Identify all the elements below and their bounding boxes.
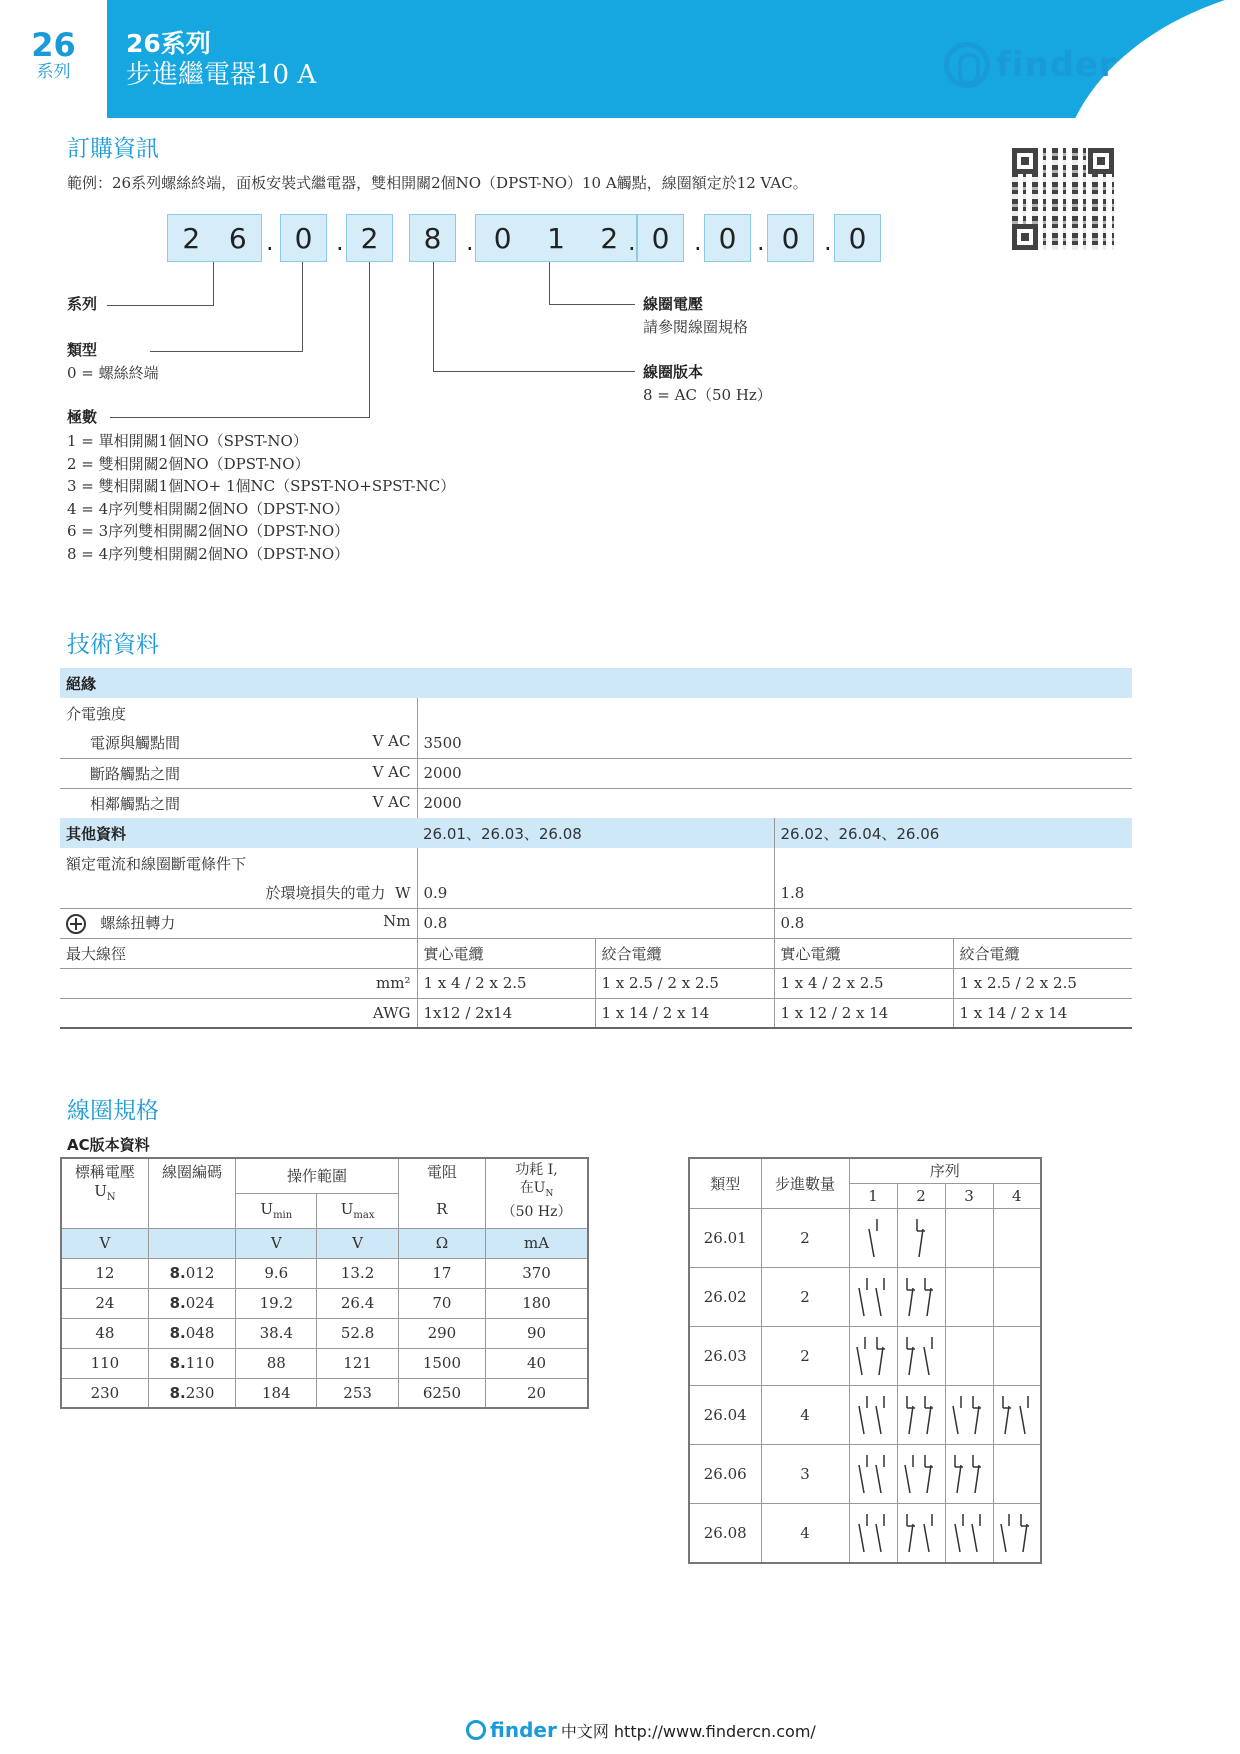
coil-i: 90 (486, 1318, 588, 1348)
seq-steps: 2 (761, 1208, 849, 1267)
poles-item: 3 = 雙相開關1個NO+ 1個NC（SPST-NO+SPST-NC） (67, 477, 456, 495)
seq-row (689, 1267, 1041, 1326)
coil-code: 048 (185, 1324, 215, 1342)
code-box (637, 214, 684, 262)
h-nominal: 標稱電壓 (74, 1163, 135, 1181)
coil-un: 12 (61, 1258, 148, 1288)
coil-code: 110 (185, 1354, 215, 1372)
coil-voltage-value: 請參閱線圈規格 (643, 318, 749, 336)
coil-i: 370 (486, 1258, 588, 1288)
seq-cell (897, 1444, 945, 1503)
seq-type: 26.08 (689, 1503, 761, 1563)
seq-cell (993, 1385, 1041, 1444)
finder-logo-text: finder (996, 45, 1117, 85)
contact-symbol-icon (851, 1386, 895, 1440)
coil-row (61, 1258, 588, 1288)
header-title: 26系列 (126, 29, 211, 58)
coil-unit: Ω (398, 1228, 485, 1258)
seq-cell (849, 1444, 897, 1503)
torque-label: 螺絲扭轉力 (100, 914, 176, 932)
type-value: 0 = 螺絲終端 (67, 364, 159, 382)
tech-table (60, 668, 1132, 1029)
code-dot: . (628, 228, 636, 256)
type-field-label: 類型 (67, 341, 98, 359)
coil-umax: 52.8 (317, 1318, 398, 1348)
seq-col: 4 (993, 1183, 1041, 1208)
h-code: 線圈編碼 (148, 1158, 235, 1228)
code-box (767, 214, 814, 262)
seq-type: 26.02 (689, 1267, 761, 1326)
h-cons: 功耗 I, (515, 1162, 558, 1178)
contact-symbol-icon (947, 1386, 991, 1440)
power-loss-label: 於環境損失的電力 (265, 884, 386, 903)
code-digit: 8 (423, 221, 442, 255)
code-digit: 2 (600, 221, 619, 255)
seq-cell (993, 1326, 1041, 1385)
coil-voltage-label: 線圈電壓 (643, 295, 704, 313)
coil-r: 17 (398, 1258, 485, 1288)
dielectric-row-label: 電源與觸點間 (90, 734, 181, 753)
mm2-value: 1 x 4 / 2 x 2.5 (774, 968, 953, 998)
torque-unit: Nm (383, 912, 411, 930)
code-box (346, 214, 393, 262)
awg-value: 1 x 14 / 2 x 14 (953, 998, 1132, 1028)
rated-current-label: 額定電流和線圈斷電條件下 (66, 854, 247, 873)
seq-row (689, 1503, 1041, 1563)
mm2-value: 1 x 2.5 / 2 x 2.5 (953, 968, 1132, 998)
seq-col: 1 (849, 1183, 897, 1208)
seq-cell (945, 1444, 993, 1503)
seq-row (689, 1326, 1041, 1385)
coil-unit: V (61, 1228, 148, 1258)
coil-code-prefix: 8. (169, 1264, 186, 1282)
coil-code: 024 (185, 1294, 215, 1312)
seq-type: 26.01 (689, 1208, 761, 1267)
coil-umax: 121 (317, 1348, 398, 1378)
coil-umax: 26.4 (317, 1288, 398, 1318)
dielectric-row-value: 2000 (417, 758, 1132, 788)
coil-table: 標稱電壓 $U_N$ 線圈編碼 操作範圍 電阻 R 功耗 I, 在$U_N$ （50 Hz） $U_{min}$ $U_{max}$ V V V Ω mA 12 8.012 9.6 13.2 17 370 24 8.024 19.2 26.4 70 180 48 8.048 38.4 52.8 290 90 110 8.110 88 121 1500 40 230 8.230 184 253 6250 20 (60, 1157, 589, 1409)
coil-umax: 253 (317, 1378, 398, 1408)
coil-umin: 88 (236, 1348, 317, 1378)
insulation-header: 絕緣 (60, 668, 1132, 698)
footer-brand: finder (490, 1718, 557, 1742)
coil-un: 230 (61, 1378, 148, 1408)
wire-label: 最大線徑 (66, 944, 127, 963)
coil-r: 6250 (398, 1378, 485, 1408)
code-box (475, 214, 637, 262)
dielectric-row-value: 2000 (417, 788, 1132, 818)
contact-symbol-icon (899, 1386, 943, 1440)
contact-symbol-icon (899, 1209, 943, 1263)
seq-col: 2 (897, 1183, 945, 1208)
mm2-value: 1 x 4 / 2 x 2.5 (417, 968, 595, 998)
h-range: 操作範圍 (236, 1158, 399, 1193)
coil-code-prefix: 8. (169, 1354, 186, 1372)
ordering-example: 範例：26系列螺絲終端，面板安裝式繼電器，雙相開關2個NO（DPST-NO）10 A觸點，線圈額定於12 VAC。 (67, 174, 808, 192)
col-b-header: 26.02、26.04、26.06 (774, 818, 1132, 848)
coil-umin: 184 (236, 1378, 317, 1408)
poles-item: 2 = 雙相開關2個NO（DPST-NO） (67, 454, 310, 473)
coil-unit: mA (486, 1228, 588, 1258)
series-tab (0, 0, 107, 118)
series-field-label: 系列 (67, 295, 98, 313)
seq-cell (849, 1503, 897, 1563)
seq-cell (849, 1326, 897, 1385)
poles-item: 6 = 3序列雙相開關2個NO（DPST-NO） (67, 522, 350, 540)
coil-code-prefix: 8. (169, 1383, 186, 1402)
seq-cell (993, 1208, 1041, 1267)
coil-r: 290 (398, 1318, 485, 1348)
seq-cell (993, 1503, 1041, 1563)
contact-symbol-icon (851, 1445, 895, 1499)
seq-h-seq: 序列 (849, 1158, 1041, 1183)
coil-i: 20 (486, 1378, 588, 1408)
code-digit: 0 (848, 221, 867, 255)
header-subtitle: 步進繼電器10 A (126, 60, 317, 90)
coil-code-prefix: 8. (169, 1324, 186, 1342)
seq-h-steps: 步進數量 (761, 1158, 849, 1208)
seq-cell (897, 1267, 945, 1326)
awg-value: 1x12 / 2x14 (417, 998, 595, 1028)
dielectric-label: 介電強度 (66, 704, 127, 723)
code-box (704, 214, 751, 262)
code-digit: 1 (547, 221, 565, 255)
seq-cell (993, 1267, 1041, 1326)
power-loss-a: 0.9 (417, 878, 774, 908)
seq-row (689, 1208, 1041, 1267)
footer (466, 1718, 816, 1742)
contact-symbol-icon (851, 1504, 895, 1558)
coil-i: 180 (486, 1288, 588, 1318)
coil-umin: 19.2 (236, 1288, 317, 1318)
power-loss-unit: W (395, 884, 411, 903)
footer-logo-icon (466, 1720, 486, 1740)
seq-cell (945, 1326, 993, 1385)
code-dot: . (694, 228, 702, 256)
awg-unit: AWG (60, 998, 417, 1028)
finder-logo (944, 42, 1117, 88)
code-box (409, 214, 456, 262)
seq-cell (849, 1385, 897, 1444)
coil-unit (148, 1228, 235, 1258)
coil-r: 1500 (398, 1348, 485, 1378)
coil-code-prefix: 8. (169, 1294, 186, 1312)
dielectric-row-unit: V AC (372, 732, 411, 751)
seq-steps: 4 (761, 1503, 849, 1563)
seq-cell (945, 1385, 993, 1444)
col-a-header: 26.01、26.03、26.08 (417, 818, 774, 848)
seq-type: 26.04 (689, 1385, 761, 1444)
contact-symbol-icon (899, 1327, 943, 1381)
contact-symbol-icon (851, 1327, 895, 1381)
coil-unit: V (236, 1228, 317, 1258)
seq-steps: 3 (761, 1444, 849, 1503)
awg-value: 1 x 12 / 2 x 14 (774, 998, 953, 1028)
code-digit: 0 (718, 221, 737, 255)
code-dot: . (466, 228, 474, 256)
stranded-b: 絞合電纜 (953, 938, 1132, 968)
series-label: 系列 (36, 62, 71, 82)
seq-h-type: 類型 (689, 1158, 761, 1208)
solid-a: 實心電纜 (417, 938, 595, 968)
coil-row (61, 1318, 588, 1348)
torque-icon (66, 914, 86, 934)
coil-version-value: 8 = AC（50 Hz） (643, 386, 772, 404)
coil-heading: 線圈規格 (67, 1098, 159, 1124)
code-dot: . (757, 228, 765, 256)
seq-type: 26.03 (689, 1326, 761, 1385)
seq-col: 3 (945, 1183, 993, 1208)
ordering-heading: 訂購資訊 (67, 136, 159, 162)
sequence-table (688, 1157, 1042, 1564)
contact-symbol-icon (851, 1209, 895, 1263)
mm2-value: 1 x 2.5 / 2 x 2.5 (595, 968, 774, 998)
seq-row (689, 1385, 1041, 1444)
seq-steps: 4 (761, 1385, 849, 1444)
code-dot: . (336, 228, 344, 256)
code-digit: 6 (228, 221, 247, 255)
poles-field-label: 極數 (67, 408, 98, 426)
coil-row (61, 1378, 588, 1408)
code-digit: 2 (182, 221, 201, 255)
dielectric-row-label: 相鄰觸點之間 (90, 794, 181, 813)
seq-cell (849, 1267, 897, 1326)
coil-unit: V (317, 1228, 398, 1258)
coil-subheading: AC版本資料 (67, 1136, 150, 1154)
seq-cell (897, 1208, 945, 1267)
dielectric-row-label: 斷路觸點之間 (90, 764, 181, 783)
awg-value: 1 x 14 / 2 x 14 (595, 998, 774, 1028)
seq-cell (897, 1385, 945, 1444)
mm2-unit: mm² (376, 974, 411, 992)
coil-version-label: 線圈版本 (643, 363, 704, 381)
torque-b: 0.8 (774, 908, 1132, 938)
seq-steps: 2 (761, 1326, 849, 1385)
contact-symbol-icon (995, 1386, 1039, 1440)
other-header: 其他資料 (60, 818, 417, 848)
poles-item: 8 = 4序列雙相開關2個NO（DPST-NO） (67, 544, 350, 563)
code-digit: 0 (781, 221, 800, 255)
footer-text: 中文网 http://www.findercn.com/ (560, 1721, 816, 1741)
coil-code: 012 (185, 1264, 215, 1282)
seq-cell (897, 1326, 945, 1385)
code-digit: 0 (294, 221, 313, 255)
poles-item: 4 = 4序列雙相開關2個NO（DPST-NO） (67, 499, 350, 518)
seq-type: 26.06 (689, 1444, 761, 1503)
h-res: 電阻 (426, 1163, 457, 1181)
seq-cell (945, 1208, 993, 1267)
seq-cell (945, 1503, 993, 1563)
poles-item: 1 = 單相開關1個NO（SPST-NO） (67, 432, 308, 450)
code-box (280, 214, 327, 262)
coil-r: 70 (398, 1288, 485, 1318)
code-box (167, 214, 262, 262)
coil-umax: 13.2 (317, 1258, 398, 1288)
coil-umin: 38.4 (236, 1318, 317, 1348)
seq-row (689, 1444, 1041, 1503)
coil-row (61, 1348, 588, 1378)
code-dot: . (824, 228, 832, 256)
contact-symbol-icon (899, 1268, 943, 1322)
torque-a: 0.8 (417, 908, 774, 938)
stranded-a: 絞合電纜 (595, 938, 774, 968)
contact-symbol-icon (899, 1445, 943, 1499)
coil-code: 230 (185, 1383, 215, 1402)
contact-symbol-icon (947, 1445, 991, 1499)
coil-un: 24 (61, 1288, 148, 1318)
code-box (834, 214, 881, 262)
seq-steps: 2 (761, 1267, 849, 1326)
coil-umin: 9.6 (236, 1258, 317, 1288)
coil-un: 110 (61, 1348, 148, 1378)
qr-code (1012, 148, 1114, 250)
power-loss-b: 1.8 (774, 878, 1132, 908)
finder-logo-icon (944, 42, 990, 88)
contact-symbol-icon (899, 1504, 943, 1558)
coil-i: 40 (486, 1348, 588, 1378)
solid-b: 實心電纜 (774, 938, 953, 968)
seq-cell (993, 1444, 1041, 1503)
contact-symbol-icon (947, 1504, 991, 1558)
seq-cell (945, 1267, 993, 1326)
seq-cell (897, 1503, 945, 1563)
coil-un: 48 (61, 1318, 148, 1348)
dielectric-row-unit: V AC (372, 792, 411, 811)
code-digit: 2 (360, 221, 379, 255)
dielectric-row-unit: V AC (372, 762, 411, 781)
coil-row (61, 1288, 588, 1318)
contact-symbol-icon (851, 1268, 895, 1322)
seq-cell (849, 1208, 897, 1267)
code-digit: 0 (493, 221, 512, 255)
code-dot: . (266, 228, 274, 256)
contact-symbol-icon (995, 1504, 1039, 1558)
series-number: 26 (31, 26, 76, 64)
code-digit: 0 (651, 221, 670, 255)
dielectric-row-value: 3500 (417, 728, 1132, 758)
tech-heading: 技術資料 (67, 632, 159, 658)
